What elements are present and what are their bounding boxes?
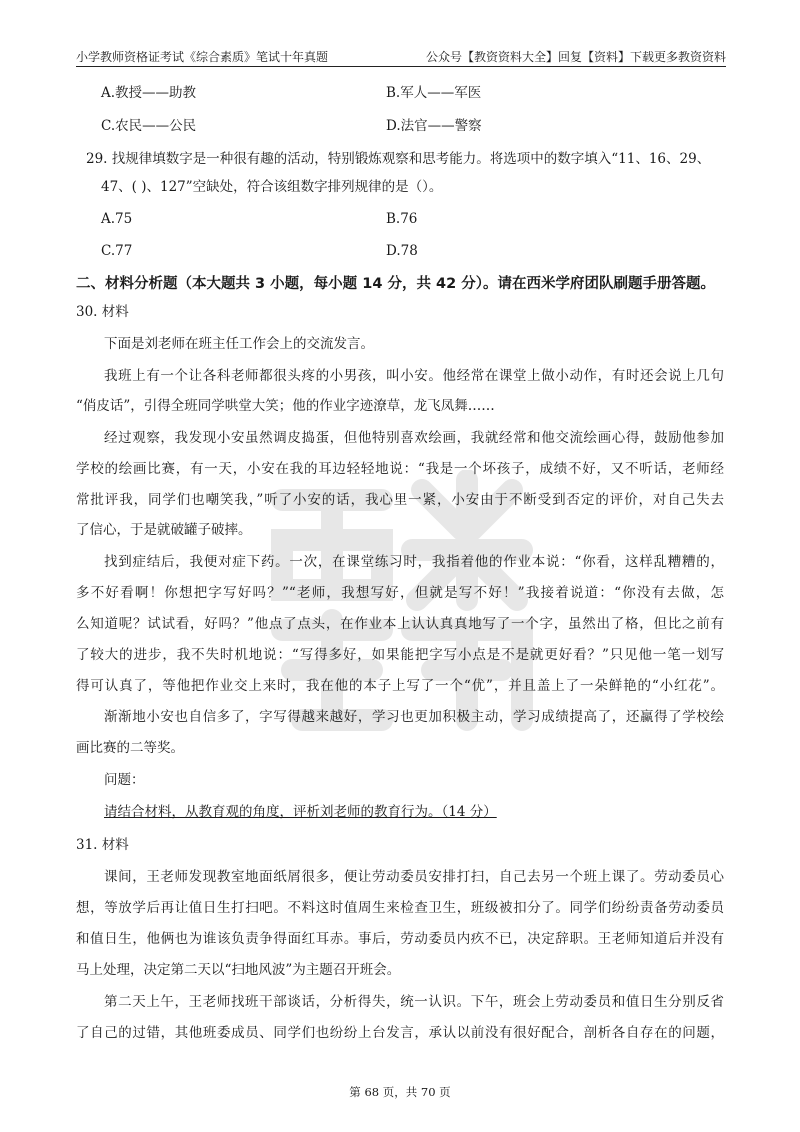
page-footer: 第 68 页，共 70 页 <box>349 1085 451 1099</box>
header-left-title: 小学教师资格证考试《综合素质》笔试十年真题 <box>76 50 329 64</box>
q29-option-d: D.78 <box>386 243 418 259</box>
q30-line: 多不好看啊！你想把字写好吗？”“老师，我想写好，但就是写不好！”我接着说道：“你没有去做，怎 <box>76 585 724 601</box>
q30-line: 画比赛的二等奖。 <box>76 740 184 756</box>
q30-label: 30. 材料 <box>76 304 129 320</box>
q31-line: 马上处理，决定第二天以“扫地风波”为主题召开班会。 <box>76 962 401 978</box>
q29-option-b: B.76 <box>386 211 418 227</box>
q28-option-d: D.法官——警察 <box>386 118 482 134</box>
q29-stem-line-1: 29. 找规律填数字是一种很有趣的活动，特别锻炼观察和思考能力。将选项中的数字填入“11、16、29、 <box>86 151 711 167</box>
q30-line: 我班上有一个让各科老师都很头疼的小男孩，叫小安。他经常在课堂上做小动作，有时还会说上几句 <box>104 368 724 384</box>
q31-line: 和值日生，他俩也为谁该负责争得面红耳赤。事后，劳动委员内疚不已，决定辞职。王老师知道后并没有 <box>76 931 724 947</box>
header-right-promo: 公众号【教资资料大全】回复【资料】下载更多教资资料 <box>425 50 726 64</box>
q31-line: 了自己的过错，其他班委成员、同学们也纷纷上台发言，承认以前没有很好配合，剖析各自存在的问题， <box>76 1025 724 1041</box>
q29-stem-line-2: 47、( )、127”空缺处，符合该组数字排列规律的是（）。 <box>101 179 443 195</box>
q29-option-c: C.77 <box>101 243 133 259</box>
q30-line: 常批评我，同学们也嘲笑我，”听了小安的话，我心里一紧，小安由于不断受到否定的评价，对自己失去 <box>76 492 724 508</box>
q31-label: 31. 材料 <box>76 837 129 853</box>
q30-line: 经过观察，我发现小安虽然调皮捣蛋，但他特别喜欢绘画，我就经常和他交流绘画心得，鼓励他参加 <box>104 430 724 446</box>
q30-line: 下面是刘老师在班主任工作会上的交流发言。 <box>104 336 374 352</box>
q30-line: “俏皮话”，引得全班同学哄堂大笑；他的作业字迹潦草，龙飞凤舞…… <box>76 398 495 414</box>
page-header <box>76 44 726 67</box>
section-title: 二、材料分析题（本大题共 3 小题，每小题 14 分，共 42 分）。请在西米学府团队刷题手册答题。 <box>76 276 715 292</box>
q29-option-a: A.75 <box>101 211 133 227</box>
q30-question-label: 问题： <box>104 772 145 788</box>
q30-line: 找到症结后，我便对症下药。一次，在课堂练习时，我指着他的作业本说：“你看，这样乱糟糟的， <box>104 554 724 570</box>
q30-line: 得可认真了，等他把作业交上来时，我在他的本子上写了一个“优”，并且盖上了一朵鲜艳的“小红花”。 <box>76 678 724 694</box>
q31-line: 想，等放学后再让值日生打扫吧。不料这时值周生来检查卫生，班级被扣分了。同学们纷纷责备劳动委员 <box>76 900 724 916</box>
q30-line: 了较大的进步，我不失时机地说：“写得多好，如果能把字写小点是不是就更好看？”只见他一笔一划写 <box>76 647 724 663</box>
q30-line: 渐渐地小安也自信多了，字写得越来越好，学习也更加积极主动，学习成绩提高了，还赢得了学校绘 <box>104 709 724 725</box>
q30-line: 学校的绘画比赛，有一天，小安在我的耳边轻轻地说：“我是一个坏孩子，成绩不好，又不听话，老师经 <box>76 461 724 477</box>
q28-option-a: A.教授——助教 <box>101 85 197 101</box>
q28-option-b: B.军人——军医 <box>386 85 482 101</box>
q30-line: 么知道呢？试试看，好吗？”他点了点头，在作业本上认认真真地写了一个字，虽然出了格，但比之前有 <box>76 616 724 632</box>
q31-line: 课间，王老师发现教室地面纸屑很多，便让劳动委员安排打扫，自己去另一个班上课了。劳动委员心 <box>104 869 724 885</box>
q30-question: 请结合材料，从教育观的角度，评析刘老师的教育行为。（14 分） <box>104 804 497 820</box>
q31-line: 第二天上午，王老师找班干部谈话，分析得失，统一认识。下午，班会上劳动委员和值日生分别反省 <box>104 994 724 1010</box>
q28-option-c: C.农民——公民 <box>101 118 197 134</box>
q30-line: 了信心，于是就破罐子破摔。 <box>76 522 252 538</box>
watermark-logo <box>262 470 538 740</box>
